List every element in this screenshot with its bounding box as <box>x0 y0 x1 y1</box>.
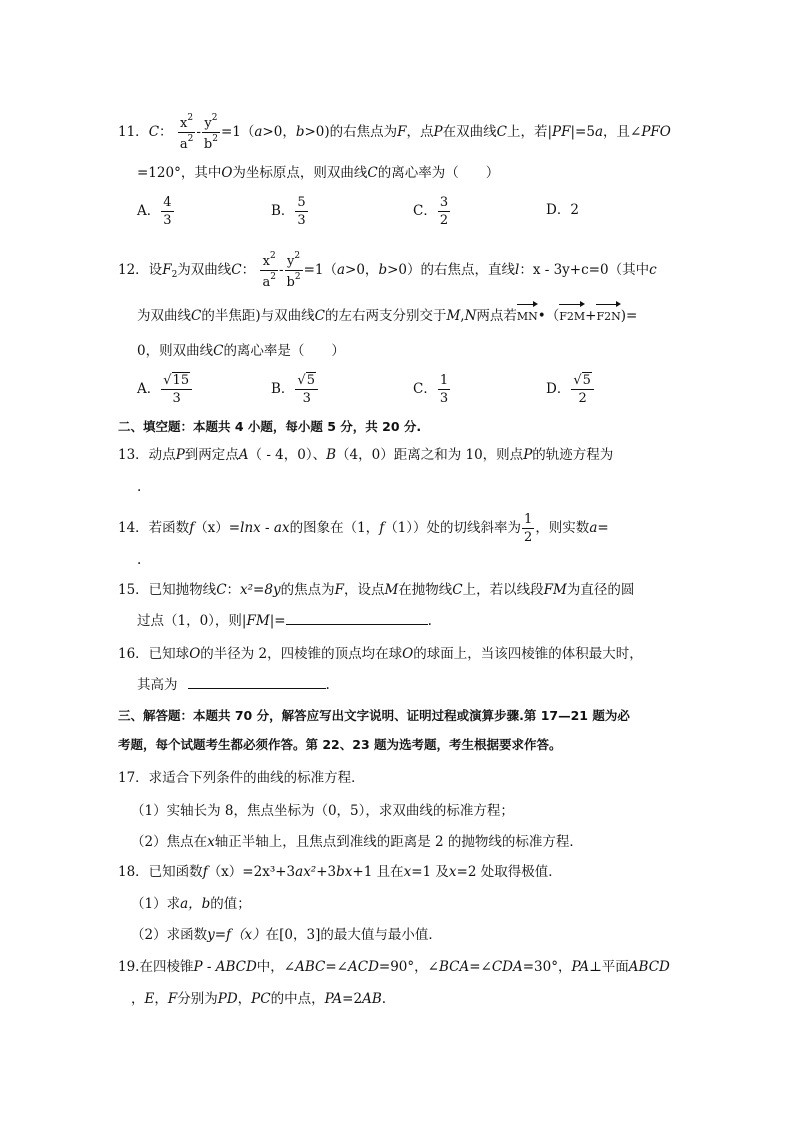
q17-part2: （2）焦点在x轴正半轴上，且焦点到准线的距离是 2 的抛物线的标准方程． <box>131 834 583 850</box>
q11-frac-x: $\frac{x^2}{a^2}$ <box>179 113 194 152</box>
q12-option-c: C． $\frac{1}{3}$ <box>413 373 449 406</box>
vector-f2m: F2M <box>559 303 585 327</box>
q17-part1: （1）实轴长为 8，焦点坐标为（0，5），求双曲线的标准方程； <box>131 803 514 819</box>
q14-line1: 14．若函数f（x）=lnx - ax的图象在（1，f（1））处的切线斜率为 $\frac{1}{2}$ ，则实数a= <box>118 512 609 545</box>
section-2-heading: 二、填空题：本题共 4 小题，每小题 5 分，共 20 分. <box>118 419 422 434</box>
q11-option-c: C． $\frac{3}{2}$ <box>413 195 449 228</box>
section-3-heading-line2: 考题，每个试题考生都必须作答。第 22、23 题为选考题，考生根据要求作答。 <box>118 737 562 752</box>
q18-part1: （1）求a，b的值； <box>131 896 251 912</box>
q16-line2: 其高为 . <box>137 677 330 693</box>
q13-line1: 13．动点P到两定点A（ - 4，0）、B（4，0）距离之和为 10，则点P的轨迹方程为 <box>118 447 614 463</box>
q19-line2: ，E，F分别为PD，PC的中点，PA=2AB. <box>131 991 387 1007</box>
q14-line2: . <box>137 552 142 568</box>
q12-option-b: B． $\frac{√5}{3}$ <box>271 374 319 405</box>
q11-line1: 11．C： $\frac{x^2}{a^2}$ - $\frac{y^2}{b^2}$ =1（a>0，b>0)的右焦点为F，点P在双曲线C上，若|PF|=5a，且∠PFO <box>118 113 671 152</box>
q12-option-a: A． $\frac{√15}{3}$ <box>137 374 193 405</box>
vector-mn: MN <box>517 303 538 327</box>
q18-line1: 18．已知函数f（x）=2x³+3ax²+3bx+1 且在x=1 及x=2 处取得极值． <box>118 864 562 880</box>
q12-line3: 0，则双曲线C的离心率是（ ） <box>137 343 345 359</box>
q11-number: 11． <box>118 124 149 140</box>
q16-answer-blank[interactable] <box>188 688 326 689</box>
q12-option-d: D． $\frac{√5}{2}$ <box>546 374 595 405</box>
q15-line2: 过点（1，0），则|FM|= . <box>137 613 432 629</box>
q11-option-a: A． $\frac{4}{3}$ <box>137 195 172 228</box>
section-3-heading-line1: 三、解答题：本题共 70 分，解答应写出文字说明、证明过程或演算步骤.第 17—21 题为必 <box>118 708 630 723</box>
q11-line2: =120°，其中O为坐标原点，则双曲线C的离心率为（ ） <box>137 165 500 181</box>
q13-line2: . <box>137 479 142 495</box>
q17-title: 17．求适合下列条件的曲线的标准方程． <box>118 770 365 786</box>
q15-line1: 15．已知抛物线C：x²=8y的焦点为F，设点M在抛物线C上，若以线段FM为直径的圆 <box>118 582 635 598</box>
vector-f2n: F2N <box>596 303 620 327</box>
q19-line1: 19.在四棱锥P - ABCD中，∠ABC=∠ACD=90°，∠BCA=∠CDA=30°，PA⊥平面ABCD <box>118 959 670 975</box>
q11-option-d: D．2 <box>546 202 579 218</box>
q16-line1: 16．已知球O的半径为 2，四棱锥的顶点均在球O的球面上，当该四棱锥的体积最大时， <box>118 646 643 662</box>
q12-number: 12．设 <box>118 262 163 278</box>
q11-frac-y: $\frac{y^2}{b^2}$ <box>203 113 218 152</box>
q12-line1: 12．设$F_2$为双曲线C： $\frac{x^2}{a^2}$ - $\frac{y^2}{b^2}$ =1（a>0，b>0）的右焦点，直线l：x - 3y+c=0（其中c <box>118 251 657 290</box>
q11-option-b: B． $\frac{5}{3}$ <box>271 195 306 228</box>
q12-line2: 为双曲线C的半焦距)与双曲线C的左右两支分别交于M,N两点若MN•（F2M+F2N)= <box>137 303 637 327</box>
q18-part2: （2）求函数y=f（x）在[0，3]的最大值与最小值． <box>131 927 442 943</box>
q15-answer-blank[interactable] <box>286 624 428 625</box>
